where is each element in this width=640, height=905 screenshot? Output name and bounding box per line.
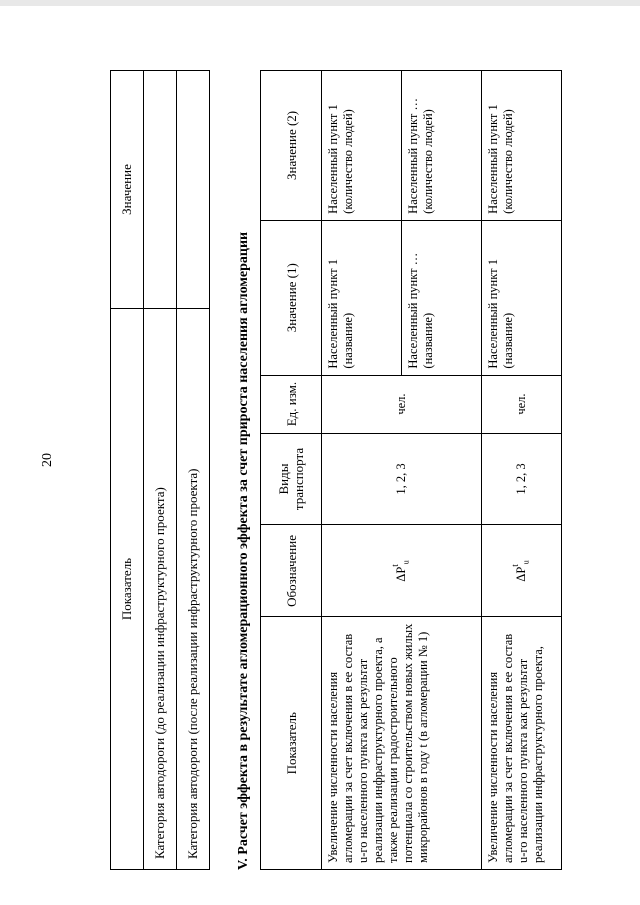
agglomeration-effect-table: [260, 70, 562, 870]
table2-header-row: [261, 71, 322, 870]
row2-symbol-base: ΔP: [513, 566, 528, 582]
table2-header-indicator: Показатель: [261, 617, 322, 870]
row2-symbol: [482, 525, 562, 617]
row2-symbol-sup: t: [509, 564, 520, 567]
row1-transport: 1, 2, 3: [322, 433, 482, 525]
table2-header-transport: Виды транспорта: [261, 433, 322, 525]
table1-header-indicator: Показатель: [111, 309, 144, 870]
section-title: V. Расчет эффекта в результате агломерационного эффекта за счет прироста населения агломерации: [236, 231, 251, 870]
table1-row1-label: Категория автодороги (до реализации инфраструктурного проекта): [144, 309, 177, 870]
table2-header-value1: Значение (1): [261, 220, 322, 375]
table-row: [322, 71, 402, 870]
row1-symbol-base: ΔP: [393, 566, 408, 582]
row1-sub1-value2: Населенный пункт 1 (количество людей): [322, 71, 402, 221]
table1-header-row: [111, 71, 144, 870]
table2-header-value2: Значение (2): [261, 71, 322, 221]
row2-value1: Населенный пункт 1 (название): [482, 220, 562, 375]
row1-sub1-value1: Населенный пункт 1 (название): [322, 220, 402, 375]
row1-symbol: [322, 525, 482, 617]
table1-row2-label: Категория автодороги (после реализации инфраструктурного проекта): [177, 309, 210, 870]
row2-unit: чел.: [482, 375, 562, 433]
page-number: 20: [40, 453, 55, 467]
row1-symbol-sub: u: [401, 560, 411, 565]
table1-header-value: Значение: [111, 71, 144, 309]
table1-row1-value: [144, 71, 177, 309]
table2-header-unit: Ед. изм.: [261, 375, 322, 433]
rotated-page-content: [110, 70, 630, 870]
table-row: [177, 71, 210, 870]
row1-symbol-sup: t: [389, 564, 400, 567]
row1-unit: чел.: [322, 375, 482, 433]
row2-value2: Населенный пункт 1 (количество людей): [482, 71, 562, 221]
row2-indicator: Увеличение численности населения агломерации за счет включения в ее состав u-го населенного пункта как результат реализации инфраструктурного проекта,: [482, 617, 562, 870]
scan-edge: [0, 0, 640, 6]
row1-sub2-value2: Населенный пункт … (количество людей): [402, 71, 482, 221]
row1-indicator: Увеличение численности населения агломерации за счет включения в ее состав u-го населенного пункта как результат реализации инфраструктурного проекта, а также реализации градостроительного потенциала со строительством новых жилых микрорайонов в году t (в агломерации № 1): [322, 617, 482, 870]
row2-transport: 1, 2, 3: [482, 433, 562, 525]
table-row: [144, 71, 177, 870]
row2-symbol-sub: u: [521, 560, 531, 565]
table-row: [482, 71, 562, 870]
table1-row2-value: [177, 71, 210, 309]
row1-sub2-value1: Населенный пункт … (название): [402, 220, 482, 375]
table2-header-symbol: Обозначение: [261, 525, 322, 617]
road-category-table: [110, 70, 210, 870]
